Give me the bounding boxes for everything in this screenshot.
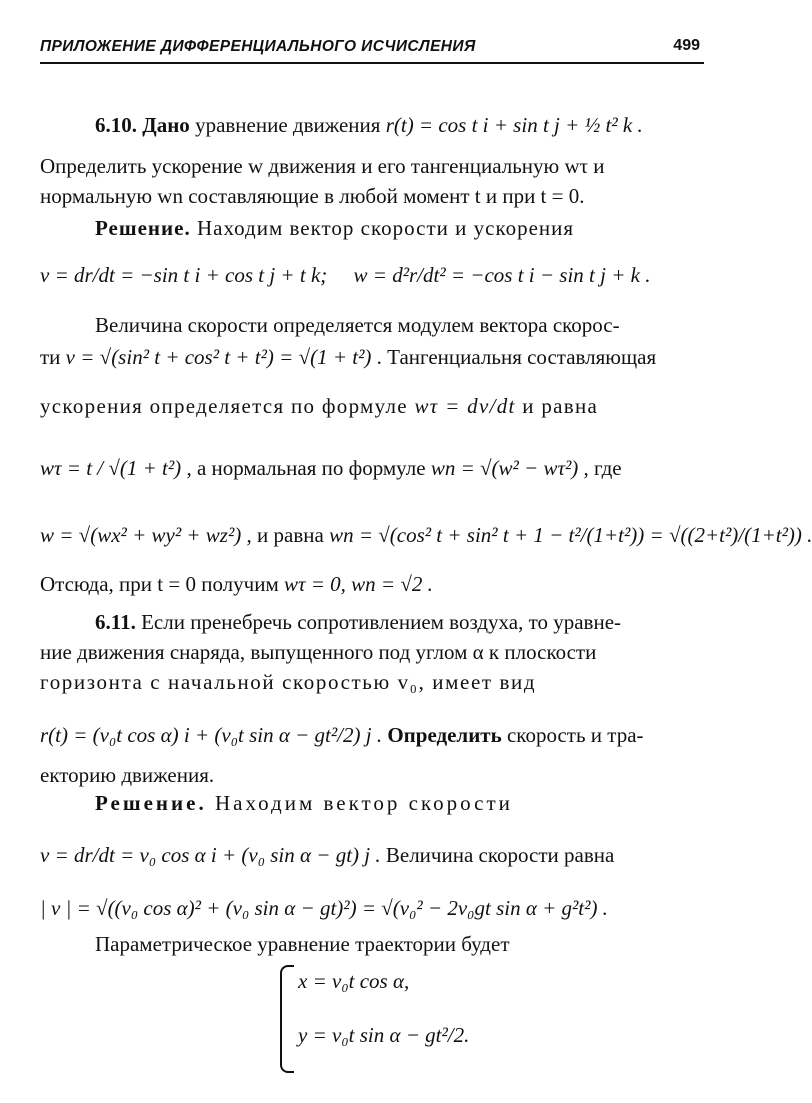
- solution-heading: [95, 215, 574, 241]
- velocity-2-text: Величина скорости равна: [385, 843, 615, 867]
- problem-6-11-text-1: Если пренебречь сопротивлением воздуха, то уравне-: [141, 610, 622, 634]
- solution-label: Решение.: [95, 216, 191, 240]
- tangent-value-formula: wτ = t / √(1 + t²): [40, 456, 182, 480]
- normal-formula: wn = √(w² − wτ²): [430, 456, 579, 480]
- problem-6-11-line-1: [95, 609, 621, 635]
- speed-magnitude-line: | v | = √((v₀ cos α)² + (v₀ sin α − gt)²) = √(v₀² − 2v₀gt sin α + g²t²) .: [40, 896, 608, 920]
- task-text: скорость и тра-: [506, 723, 644, 747]
- problem-6-10-line-1: [95, 112, 643, 138]
- projectile-formula: r(t) = (v₀t cos α) i + (v₀t sin α − gt²/2) j .: [40, 723, 383, 747]
- tangent-text: ускорения определяется по формуле: [40, 394, 408, 418]
- problem-6-10-line-3: нормальную wn составляющие в любой момент t и при t = 0.: [40, 184, 585, 208]
- tangent-and: и равна: [522, 394, 599, 418]
- tangent-line: [40, 393, 598, 419]
- problem-6-11-line-3: горизонта с начальной скоростью v₀, имеет вид: [40, 670, 537, 694]
- solution-heading-2: [95, 790, 513, 816]
- solution-text-2: Находим вектор скорости: [214, 791, 513, 815]
- normal-text: , а нормальная по формуле: [186, 456, 426, 480]
- problem-6-10-line-2: Определить ускорение w движения и его тангенциальную wτ и: [40, 154, 605, 178]
- speed-line-2: [40, 344, 656, 370]
- tangent-value-line: [40, 455, 622, 481]
- speed-suffix: . Тангенциальня составляющая: [376, 345, 657, 369]
- speed-line-1: Величина скорости определяется модулем вектора скорос-: [95, 313, 620, 337]
- hence-line: [40, 571, 433, 597]
- w-formula: w = √(wx² + wy² + wz²): [40, 523, 242, 547]
- task-label: Определить: [387, 723, 502, 747]
- given-label: Дано: [142, 113, 190, 137]
- wn-value-formula: wn = √(cos² t + sin² t + 1 − t²/(1+t²)) = √((2+t²)/(1+t²)) .: [329, 523, 812, 547]
- velocity-2-line: [40, 842, 614, 868]
- system-line-y: y = v₀t sin α − gt²/2.: [298, 1023, 470, 1047]
- running-title: ПРИЛОЖЕНИЕ ДИФФЕРЕНЦИАЛЬНОГО ИСЧИСЛЕНИЯ: [40, 38, 476, 55]
- motion-equation: r(t) = cos t i + sin t j + ½ t² k .: [385, 113, 643, 137]
- w-magnitude-line: [40, 522, 812, 548]
- page-number: 499: [673, 37, 700, 54]
- tangent-formula: wτ = dv/dt: [414, 394, 516, 418]
- acceleration-formula: w = d²r/dt² = −cos t i − sin t j + k .: [353, 263, 651, 287]
- problem-number: 6.10.: [95, 113, 137, 137]
- problem-number-2: 6.11.: [95, 610, 136, 634]
- hence-text: Отсюда, при t = 0 получим: [40, 572, 279, 596]
- velocity-2-formula: v = dr/dt = v₀ cos α i + (v₀ sin α − gt) j .: [40, 843, 381, 867]
- speed-prefix: ти: [40, 345, 61, 369]
- problem-text: уравнение движения: [195, 113, 381, 137]
- solution-text: Находим вектор скорости и ускорения: [196, 216, 575, 240]
- page-header: [40, 28, 704, 64]
- where-text: , где: [583, 456, 622, 480]
- problem-6-11-line-5: екторию движения.: [40, 763, 215, 787]
- left-brace: [280, 965, 294, 1073]
- velocity-formula: v = dr/dt = −sin t i + cos t j + t k;: [40, 263, 328, 287]
- system-line-x: x = v₀t cos α,: [298, 969, 410, 993]
- parametric-text: Параметрическое уравнение траектории будет: [95, 932, 510, 956]
- equals-text: , и равна: [246, 523, 324, 547]
- projectile-equation-line: [40, 722, 644, 748]
- speed-formula: v = √(sin² t + cos² t + t²) = √(1 + t²): [65, 345, 372, 369]
- hence-formula: wτ = 0, wn = √2 .: [283, 572, 433, 596]
- solution-label-2: Решение.: [95, 791, 207, 815]
- problem-6-11-line-2: ние движения снаряда, выпущенного под углом α к плоскости: [40, 640, 597, 664]
- velocity-accel-line: [40, 262, 650, 288]
